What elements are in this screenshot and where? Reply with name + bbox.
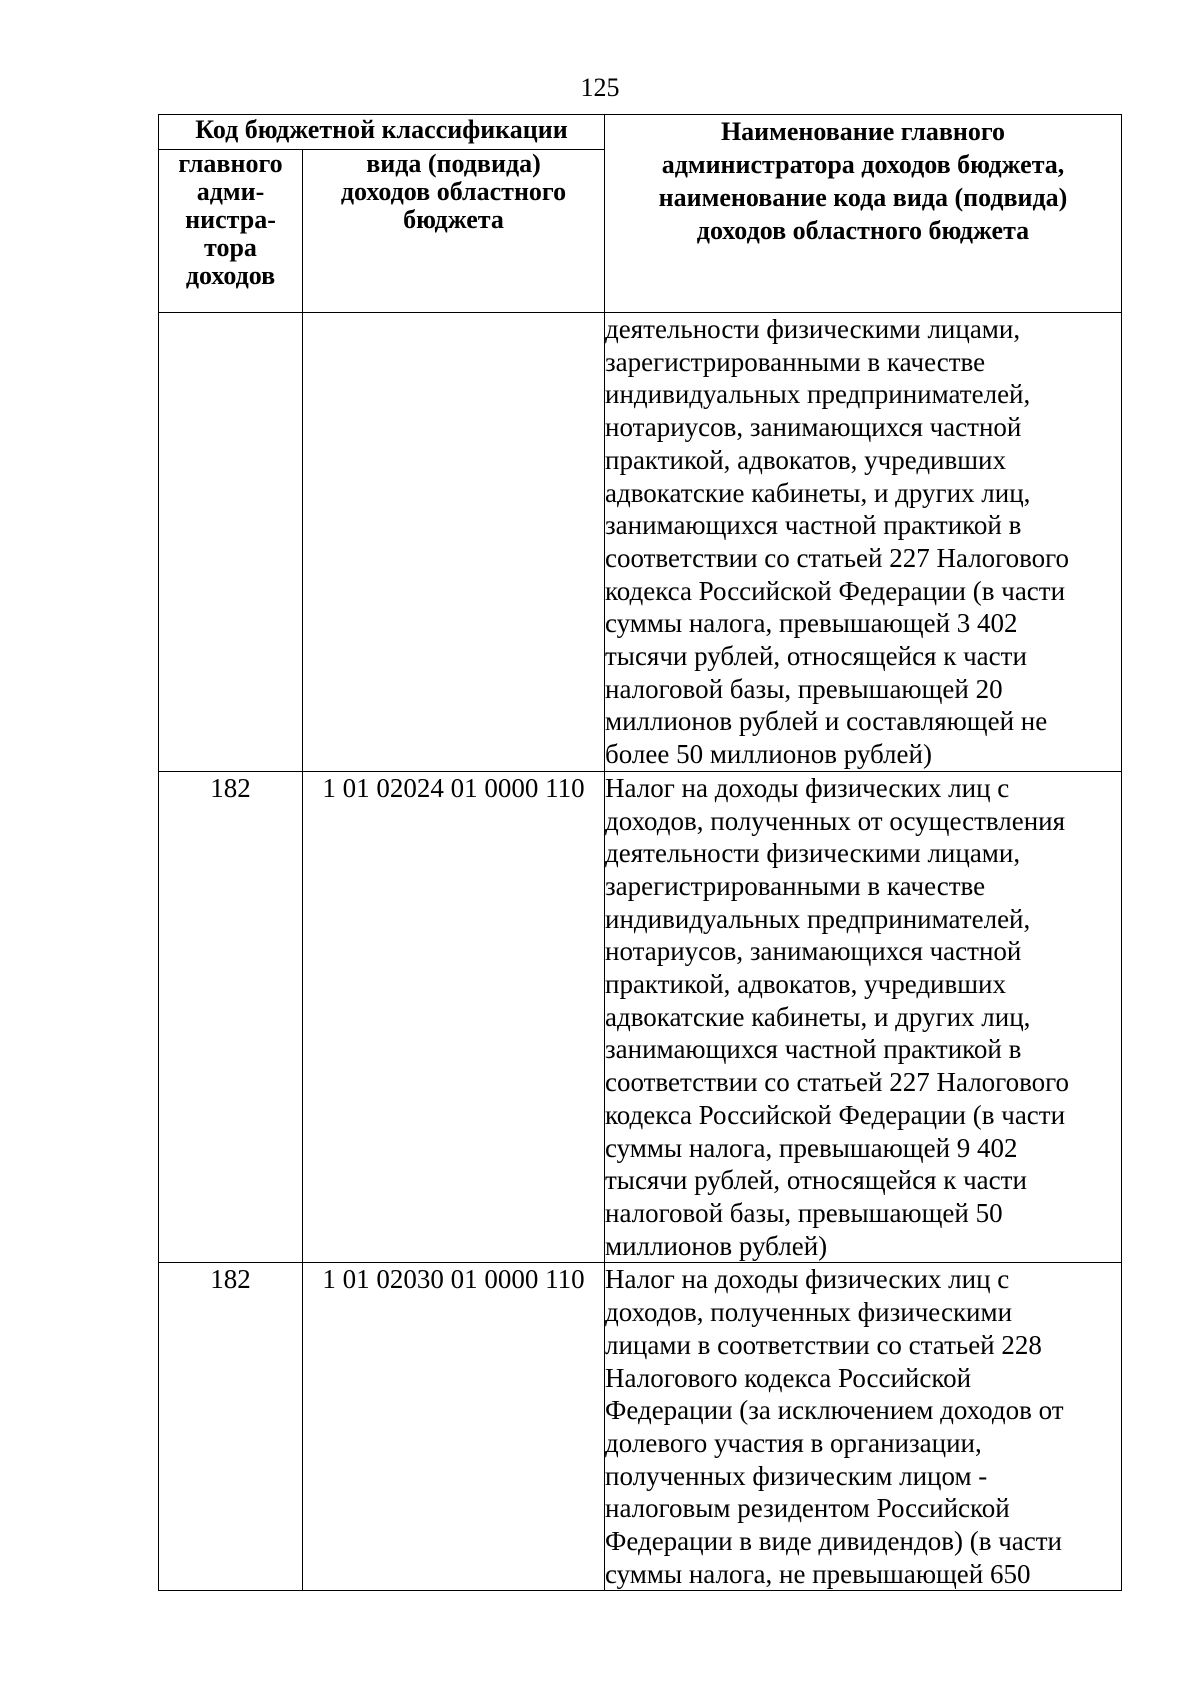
income-code-cell: 1 01 02030 01 0000 110 <box>303 1263 605 1591</box>
income-code-cell: 1 01 02024 01 0000 110 <box>303 771 605 1263</box>
table-header-row-group <box>159 115 1122 150</box>
table-row <box>159 313 1122 772</box>
page-number: 125 <box>580 73 620 102</box>
header-name-column: Наименование главного администратора доходов бюджета, наименование кода вида (подвида) доходов областного бюджета <box>605 115 1122 313</box>
table-row <box>159 1263 1122 1591</box>
income-name-cell: деятельности физическими лицами, зарегистрированными в качестве индивидуальных предпринимателей, нотариусов, занимающихся частной практикой, адвокатов, учредивших адвокатские кабинеты, и других лиц, занимающихся частной практикой в соответствии со статьей 227 Налогового кодекса Российской Федерации (в части суммы налога, превышающей 3 402 тысячи рублей, относящейся к части налоговой базы, превышающей 20 миллионов рублей и составляющей не более 50 миллионов рублей) <box>605 313 1122 772</box>
income-name-cell: Налог на доходы физических лиц с доходов, полученных от осуществления деятельности физическими лицами, зарегистрированными в качестве индивидуальных предпринимателей, нотариусов, занимающихся частной практикой, адвокатов, учредивших адвокатские кабинеты, и других лиц, занимающихся частной практикой в соответствии со статьей 227 Налогового кодекса Российской Федерации (в части суммы налога, превышающей 9 402 тысячи рублей, относящейся к части налоговой базы, превышающей 50 миллионов рублей) <box>605 771 1122 1263</box>
income-name-cell: Налог на доходы физических лиц с доходов, полученных физическими лицами в соответствии со статьей 228 Налогового кодекса Российской Федерации (за исключением доходов от долевого участия в организации, полученных физическим лицом - налоговым резидентом Российской Федерации в виде дивидендов) (в части суммы налога, не превышающей 650 <box>605 1263 1122 1591</box>
table-row <box>159 771 1122 1263</box>
admin-code-cell <box>159 313 303 772</box>
header-kind-column: вида (подвида) доходов областного бюджета <box>303 150 605 313</box>
admin-code-cell: 182 <box>159 771 303 1263</box>
header-admin-column: главного адми- нистра- тора доходов <box>159 150 303 313</box>
income-code-cell <box>303 313 605 772</box>
admin-code-cell: 182 <box>159 1263 303 1591</box>
header-group-label: Код бюджетной классификации <box>159 115 605 150</box>
budget-classification-table <box>158 114 1122 1591</box>
